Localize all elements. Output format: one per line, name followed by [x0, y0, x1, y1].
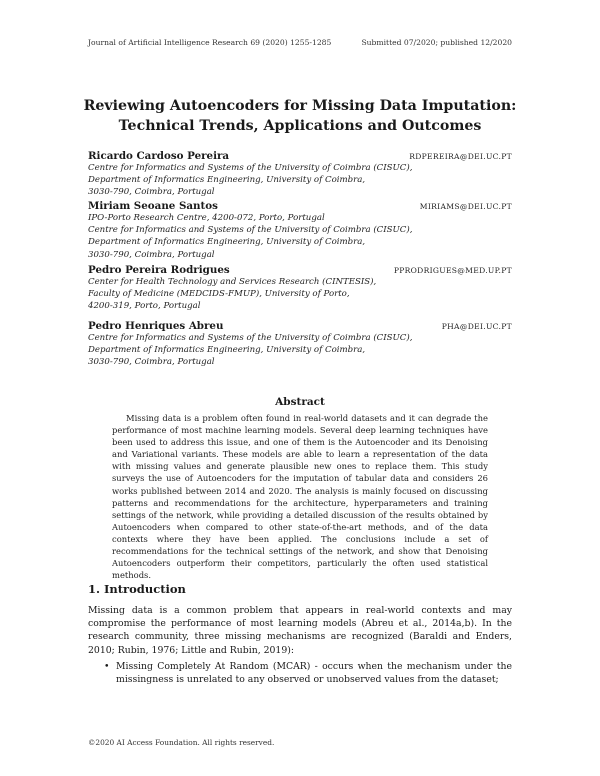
author-email: PHA@DEI.UC.PT — [441, 322, 512, 331]
affiliation-line: Centre for Informatics and Systems of the University of Coimbra (CISUC), — [88, 333, 413, 343]
section-heading: 1. Introduction — [88, 582, 186, 596]
author-name: Miriam Seoane Santos — [88, 200, 218, 212]
author-name: Ricardo Cardoso Pereira — [88, 150, 230, 162]
author-block — [88, 200, 512, 261]
affiliation-line: Department of Informatics Engineering, University of Coimbra, — [88, 345, 366, 356]
affiliation-line: 3030-790, Coimbra, Portugal — [88, 357, 215, 368]
running-header — [88, 38, 512, 47]
copyright-footer: ©2020 AI Access Foundation. All rights reserved. — [88, 738, 275, 747]
abstract-heading: Abstract — [275, 396, 325, 408]
affiliation-line: Center for Health Technology and Services Research (CINTESIS), — [88, 277, 377, 287]
affiliation-line: Department of Informatics Engineering, University of Coimbra, — [88, 237, 366, 248]
affiliation-line: Department of Informatics Engineering, University of Coimbra, — [88, 175, 366, 186]
affiliation-line: Centre for Informatics and Systems of the University of Coimbra (CISUC), — [88, 225, 413, 236]
author-name: Pedro Pereira Rodrigues — [88, 264, 230, 276]
author-email: RDPEREIRA@DEI.UC.PT — [409, 152, 512, 161]
author-block — [88, 264, 512, 313]
affiliation-line: IPO-Porto Research Centre, 4200-072, Porto, Portugal — [88, 213, 325, 223]
affiliation-line: Centre for Informatics and Systems of the University of Coimbra (CISUC), — [88, 163, 413, 173]
author-block — [88, 320, 512, 369]
author-block — [88, 150, 512, 199]
submission-dates: Submitted 07/2020; published 12/2020 — [361, 38, 512, 47]
paper-title — [0, 96, 600, 136]
list-item-text: Missing Completely At Random (MCAR) - occurs when the mechanism under the missingness is unrelated to any observed or unobserved values from the dataset; — [116, 661, 512, 686]
affiliation-line: Faculty of Medicine (MEDCIDS-FMUP), University of Porto, — [88, 289, 350, 300]
affiliation-line: 4200-319, Porto, Portugal — [88, 301, 201, 312]
bullet-icon: • — [104, 661, 110, 672]
affiliation-line: 3030-790, Coimbra, Portugal — [88, 187, 215, 198]
affiliation-line: 3030-790, Coimbra, Portugal — [88, 249, 215, 260]
author-email: MIRIAMS@DEI.UC.PT — [419, 202, 512, 211]
list-item — [104, 660, 512, 686]
abstract-text: Missing data is a problem often found in real-world datasets and it can degrade the performance of most machine learning models. Several deep learning techniques have been used to address this issue, and one of them is the Autoencoder and its Denoising and Variational variants. These models are able to learn a representation of the data with missing values and generate plausible new ones to replace them. This study surveys the use of Autoencoders for the imputation of tabular data and considers 26 works published between 2014 and 2020. The analysis is mainly focused on discussing patterns and recommendations for the architecture, hyperparameters and training settings of the network, while providing a detailed discussion of the results obtained by Autoencoders when compared to other state-of-the-art methods, and of the data contexts where they have been applied. The conclusions include a set of recommendations for the technical settings of the network, and show that Denoising Autoencoders outperform their competitors, particularly the often used statistical methods. — [112, 413, 488, 581]
intro-paragraph: Missing data is a common problem that appears in real-world contexts and may compromise the performance of most learning models (Abreu et al., 2014a,b). In the research community, three missing mechanisms are recognized (Baraldi and Enders, 2010; Rubin, 1976; Little and Rubin, 2019): — [88, 605, 512, 656]
title-line-2: Technical Trends, Applications and Outcomes — [118, 118, 482, 134]
author-email: PPRODRIGUES@MED.UP.PT — [393, 266, 512, 275]
author-name: Pedro Henriques Abreu — [88, 320, 224, 332]
journal-citation: Journal of Artificial Intelligence Research 69 (2020) 1255-1285 — [88, 38, 332, 47]
title-line-1: Reviewing Autoencoders for Missing Data Imputation: — [83, 98, 517, 114]
